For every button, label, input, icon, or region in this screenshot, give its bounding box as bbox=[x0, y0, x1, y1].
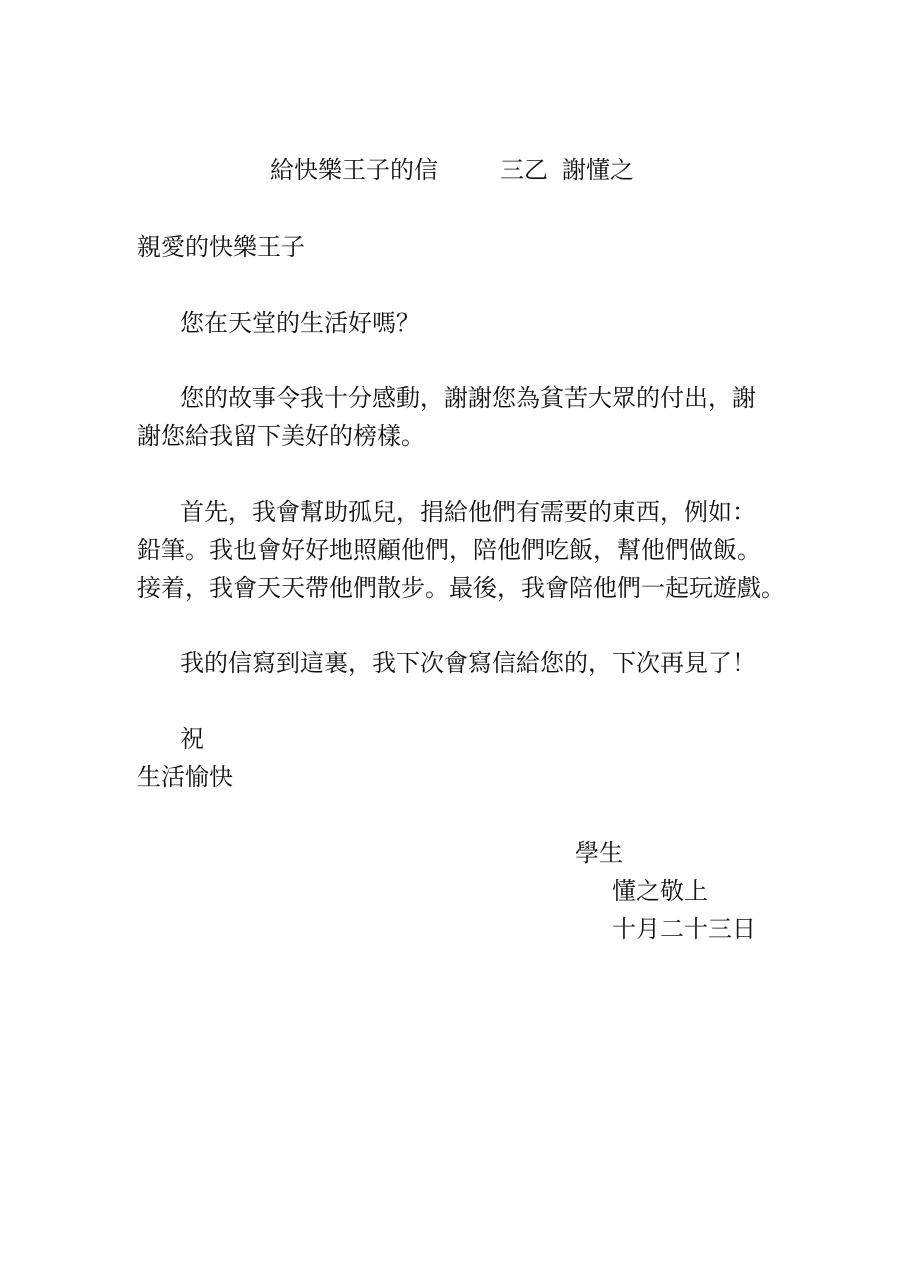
signature-role: 學生 bbox=[575, 839, 623, 867]
signature-name: 懂之敬上 bbox=[612, 877, 708, 905]
paragraph-4-line-1: 我的信寫到這裏，我下次會寫信給您的，下次再見了！ bbox=[180, 649, 756, 677]
closing-wish: 祝 bbox=[180, 725, 204, 753]
paragraph-3-line-2: 鉛筆。我也會好好地照顧他們，陪他們吃飯，幫他們做飯。 bbox=[137, 536, 761, 564]
signature-date: 十月二十三日 bbox=[612, 915, 756, 943]
paragraph-1-line-1: 您在天堂的生活好嗎？ bbox=[180, 309, 420, 337]
author-class: 三乙 bbox=[500, 156, 548, 184]
paragraph-3-line-1: 首先，我會幫助孤兒，捐給他們有需要的東西，例如： bbox=[180, 498, 756, 526]
closing-blessing: 生活愉快 bbox=[137, 763, 233, 791]
salutation: 親愛的快樂王子 bbox=[137, 233, 305, 261]
paragraph-2-line-1: 您的故事令我十分感動，謝謝您為貧苦大眾的付出，謝 bbox=[180, 384, 756, 412]
paragraph-2-line-2: 謝您給我留下美好的榜樣。 bbox=[137, 422, 425, 450]
letter-title: 給快樂王子的信 bbox=[270, 156, 438, 184]
paragraph-3-line-3: 接着，我會天天帶他們散步。最後，我會陪他們一起玩遊戲。 bbox=[137, 574, 785, 602]
author-name: 謝懂之 bbox=[562, 156, 634, 184]
